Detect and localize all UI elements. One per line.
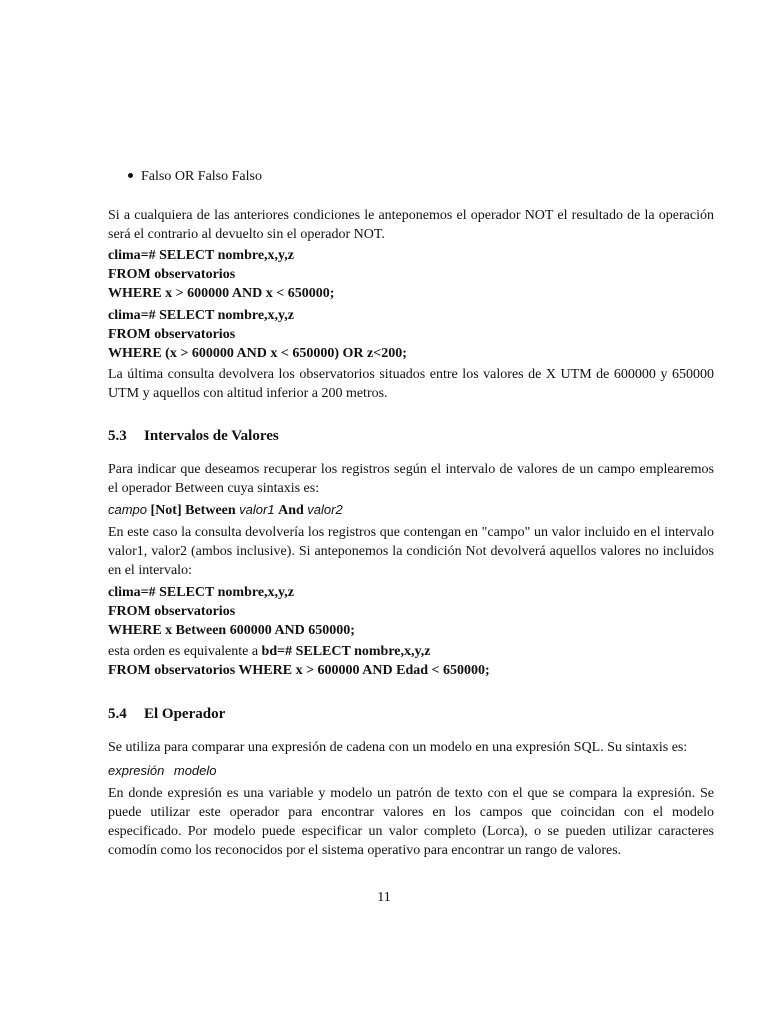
section-number: 5.4 [108, 706, 127, 722]
syntax-valor1: valor1 [239, 502, 275, 517]
page-number: 11 [377, 890, 391, 905]
code-line: WHERE x > 600000 AND x < 650000; [108, 286, 335, 301]
paragraph-text: Si a cualquiera de las anteriores condiciones le anteponemos el operador NOT el resultado de la operación será el contrario al devuelto sin el operador NOT. [108, 208, 714, 242]
paragraph-text: Para indicar que deseamos recuperar los registros según el intervalo de valores de un campo emplearemos el operador Between cuya sintaxis es: [108, 462, 714, 496]
syntax-like [108, 761, 714, 781]
section-heading-5-4 [108, 705, 714, 724]
paragraph-between-intro [108, 460, 714, 498]
syntax-modelo: modelo [173, 763, 217, 778]
code-line: FROM observatorios [108, 327, 236, 342]
paragraph-last-query [108, 365, 714, 403]
syntax-campo: campo [108, 502, 148, 517]
paragraph-like-intro [108, 738, 714, 757]
syntax-between [108, 500, 714, 520]
bullet-text: Falso OR Falso Falso [141, 169, 262, 184]
section-title: Intervalos de Valores [144, 428, 279, 444]
code-line: FROM observatorios [108, 267, 236, 282]
code-line: clima=# SELECT nombre,x,y,z [108, 248, 294, 263]
code-line: FROM observatorios [108, 604, 236, 619]
syntax-expresion: expresión [108, 763, 165, 778]
paragraph-not-operator [108, 206, 714, 244]
paragraph-text: En donde expresión es una variable y modelo un patrón de texto con el que se compara la expresión. Se puede utilizar este operador para encontrar valores en los campos que coincidan con el modelo especificado. Por modelo puede especificar un valor completo (Lorca), o se pueden utilizar caracteres comodín como los reconocidos por el sistema operativo para encontrar un rango de valores. [108, 786, 714, 858]
paragraph-between-explanation [108, 523, 714, 580]
paragraph-text: La última consulta devolvera los observatorios situados entre los valores de X UTM de 600000 y 650000 UTM y aquellos con altitud inferior a 200 metros. [108, 367, 714, 401]
paragraph-text: Se utiliza para comparar una expresión de cadena con un modelo en una expresión SQL. Su sintaxis es: [108, 740, 688, 755]
code-line: WHERE x Between 600000 AND 650000; [108, 623, 355, 638]
code-line: clima=# SELECT nombre,x,y,z [108, 585, 294, 600]
code-block-2 [108, 306, 714, 363]
section-title: El Operador [144, 706, 226, 722]
code-line: clima=# SELECT nombre,x,y,z [108, 308, 294, 323]
code-block-3 [108, 583, 714, 640]
equivalent-statement [108, 642, 714, 680]
paragraph-text: En este caso la consulta devolvería los registros que contengan en "campo" un valor incluido en el intervalo valor1, valor2 (ambos inclusive). Si anteponemos la condición Not devolverá aquellos valores no incluidos en el intervalo: [108, 525, 714, 578]
section-heading-5-3 [108, 427, 714, 446]
bullet-item [128, 167, 262, 186]
code-line: WHERE (x > 600000 AND x < 650000) OR z<200; [108, 346, 407, 361]
code-block-1 [108, 246, 714, 303]
syntax-and: And [278, 503, 304, 518]
equivalent-line [108, 642, 714, 661]
equivalent-prefix: esta orden es equivalente a [108, 644, 262, 659]
paragraph-like-explanation [108, 784, 714, 860]
section-number: 5.3 [108, 428, 127, 444]
equivalent-code-inline: bd=# SELECT nombre,x,y,z [261, 644, 431, 659]
syntax-not-between: [Not] Between [150, 503, 236, 518]
equivalent-code-line: FROM observatorios WHERE x > 600000 AND Edad < 650000; [108, 663, 490, 678]
bullet-dot [128, 173, 133, 178]
syntax-valor2: valor2 [307, 502, 343, 517]
